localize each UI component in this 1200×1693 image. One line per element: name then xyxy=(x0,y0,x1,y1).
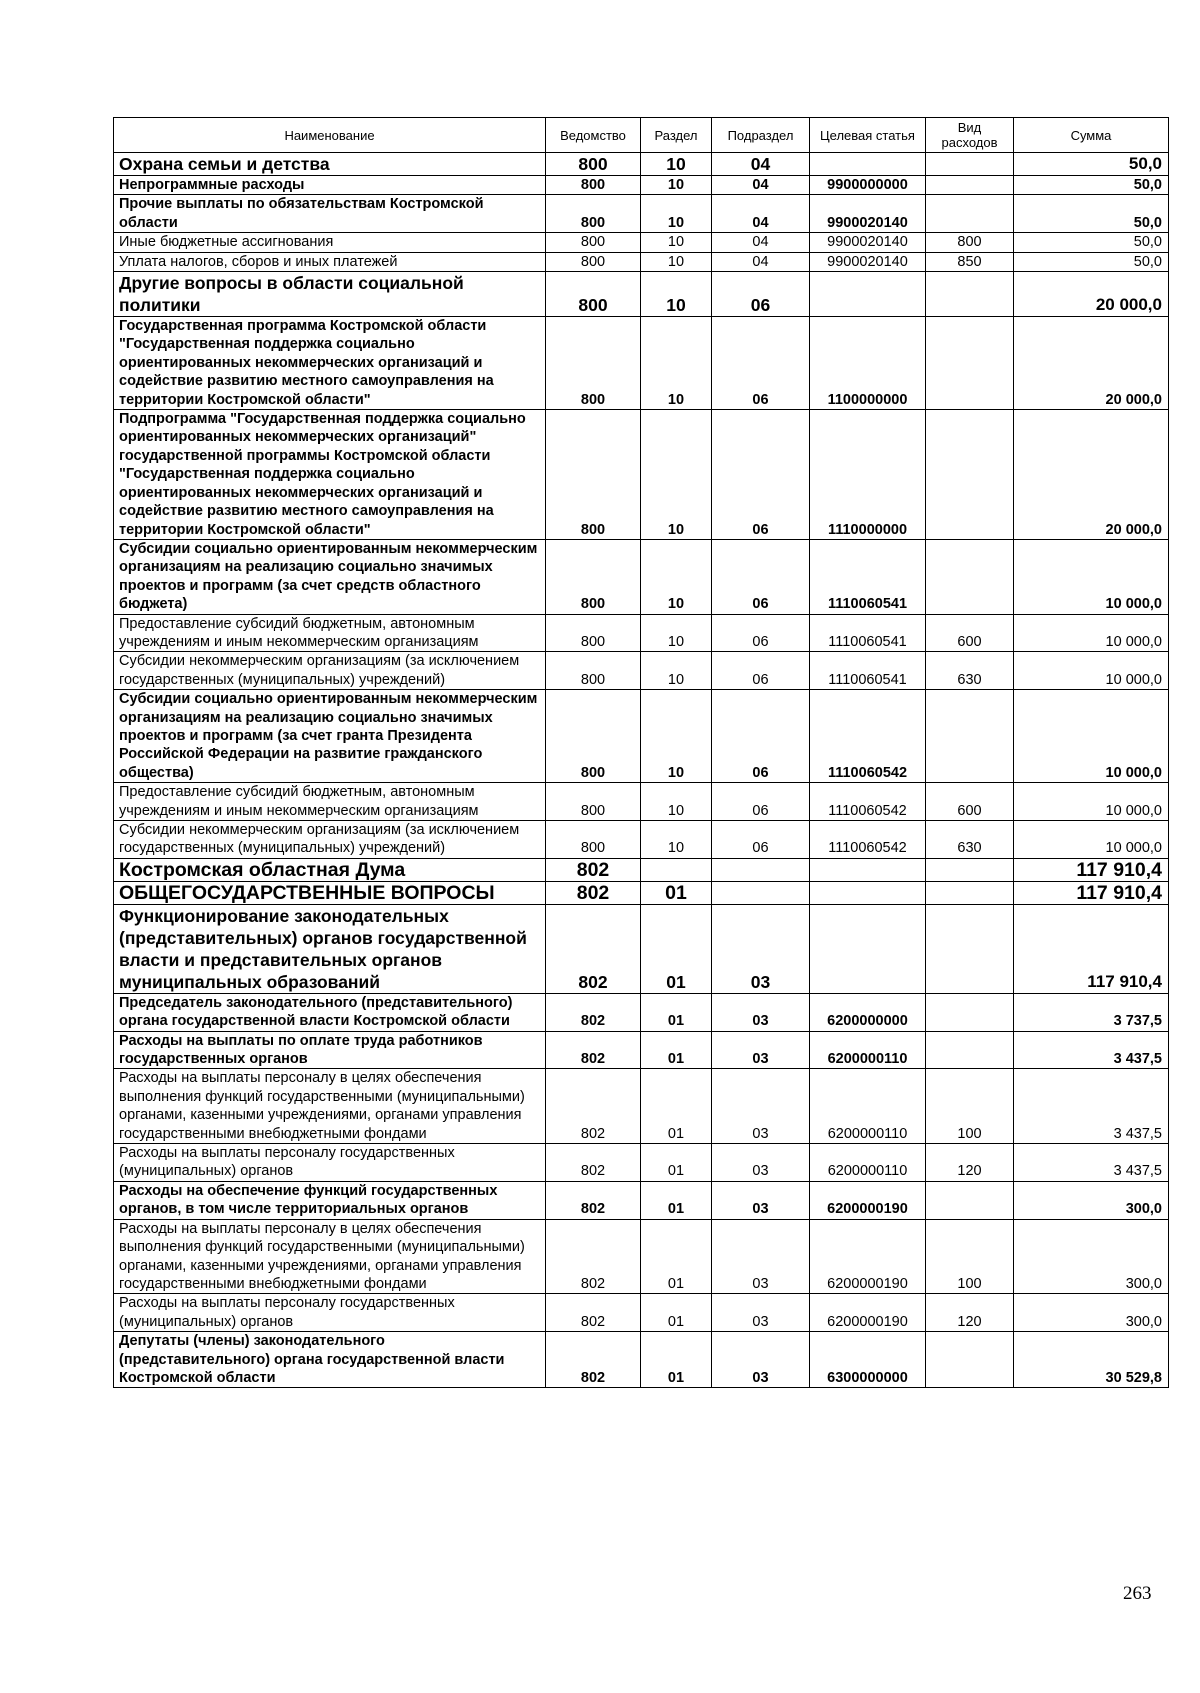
cell-summa: 30 529,8 xyxy=(1014,1332,1169,1388)
cell-name: Депутаты (члены) законодательного (представительного) органа государственной власти Костромской области xyxy=(114,1332,546,1388)
cell-podrazdel: 06 xyxy=(712,410,810,540)
table-row xyxy=(114,153,1169,176)
cell-summa: 50,0 xyxy=(1014,153,1169,176)
cell-celevaya-statya xyxy=(810,272,926,317)
cell-celevaya-statya: 6200000000 xyxy=(810,993,926,1031)
cell-vedomstvo: 800 xyxy=(546,821,641,859)
cell-vedomstvo: 802 xyxy=(546,858,641,881)
header-summa: Сумма xyxy=(1014,118,1169,153)
cell-vid-rashodov: 600 xyxy=(926,614,1014,652)
page-number: 263 xyxy=(1123,1583,1152,1604)
cell-summa: 10 000,0 xyxy=(1014,614,1169,652)
cell-name: Функционирование законодательных (представительных) органов государственной власти и представительных органов муниципальных образований xyxy=(114,904,546,993)
cell-vid-rashodov xyxy=(926,858,1014,881)
cell-summa: 10 000,0 xyxy=(1014,539,1169,614)
cell-name: Прочие выплаты по обязательствам Костромской области xyxy=(114,195,546,233)
cell-vid-rashodov xyxy=(926,272,1014,317)
cell-vid-rashodov: 600 xyxy=(926,783,1014,821)
cell-vid-rashodov: 120 xyxy=(926,1144,1014,1182)
cell-vedomstvo: 802 xyxy=(546,993,641,1031)
cell-vedomstvo: 800 xyxy=(546,652,641,690)
cell-razdel: 01 xyxy=(641,1219,712,1294)
cell-podrazdel: 06 xyxy=(712,614,810,652)
table-row xyxy=(114,1294,1169,1332)
cell-celevaya-statya: 1110060542 xyxy=(810,690,926,783)
table-row xyxy=(114,1181,1169,1219)
cell-summa: 10 000,0 xyxy=(1014,783,1169,821)
cell-vedomstvo: 800 xyxy=(546,410,641,540)
cell-celevaya-statya: 1110060542 xyxy=(810,821,926,859)
table-row xyxy=(114,176,1169,195)
cell-razdel: 01 xyxy=(641,993,712,1031)
cell-podrazdel: 03 xyxy=(712,1069,810,1144)
cell-podrazdel: 03 xyxy=(712,1219,810,1294)
cell-name: Непрограммные расходы xyxy=(114,176,546,195)
table-body xyxy=(114,153,1169,1388)
cell-vid-rashodov xyxy=(926,539,1014,614)
header-name: Наименование xyxy=(114,118,546,153)
cell-podrazdel xyxy=(712,858,810,881)
table-row xyxy=(114,821,1169,859)
cell-celevaya-statya: 9900000000 xyxy=(810,176,926,195)
cell-podrazdel: 06 xyxy=(712,539,810,614)
cell-vedomstvo: 800 xyxy=(546,233,641,252)
cell-summa: 3 737,5 xyxy=(1014,993,1169,1031)
cell-razdel: 10 xyxy=(641,153,712,176)
cell-podrazdel: 06 xyxy=(712,821,810,859)
cell-podrazdel: 04 xyxy=(712,233,810,252)
header-podrazdel: Подраздел xyxy=(712,118,810,153)
header-celevaya-statya: Целевая статья xyxy=(810,118,926,153)
cell-podrazdel: 03 xyxy=(712,904,810,993)
cell-summa: 3 437,5 xyxy=(1014,1031,1169,1069)
cell-vedomstvo: 802 xyxy=(546,1181,641,1219)
cell-vid-rashodov: 800 xyxy=(926,233,1014,252)
cell-podrazdel: 03 xyxy=(712,993,810,1031)
table-row xyxy=(114,783,1169,821)
cell-name: Расходы на выплаты персоналу в целях обеспечения выполнения функций государственными (муниципальными) органами, казенными учреждениями, органами управления государственными внебюджетными фондами xyxy=(114,1069,546,1144)
cell-vid-rashodov xyxy=(926,1332,1014,1388)
cell-razdel: 10 xyxy=(641,690,712,783)
cell-podrazdel xyxy=(712,881,810,904)
cell-podrazdel: 04 xyxy=(712,195,810,233)
cell-podrazdel: 03 xyxy=(712,1031,810,1069)
cell-summa: 117 910,4 xyxy=(1014,904,1169,993)
table-row xyxy=(114,1332,1169,1388)
cell-celevaya-statya: 9900020140 xyxy=(810,252,926,271)
cell-summa: 20 000,0 xyxy=(1014,410,1169,540)
table-row xyxy=(114,272,1169,317)
table-row xyxy=(114,410,1169,540)
cell-podrazdel: 06 xyxy=(712,317,810,410)
cell-celevaya-statya: 6300000000 xyxy=(810,1332,926,1388)
table-row xyxy=(114,233,1169,252)
cell-summa: 117 910,4 xyxy=(1014,858,1169,881)
cell-celevaya-statya: 1110060542 xyxy=(810,783,926,821)
cell-razdel: 10 xyxy=(641,410,712,540)
cell-summa: 20 000,0 xyxy=(1014,317,1169,410)
cell-summa: 10 000,0 xyxy=(1014,652,1169,690)
cell-summa: 117 910,4 xyxy=(1014,881,1169,904)
cell-vedomstvo: 800 xyxy=(546,690,641,783)
cell-vid-rashodov: 630 xyxy=(926,821,1014,859)
cell-celevaya-statya: 1110060541 xyxy=(810,539,926,614)
cell-vid-rashodov xyxy=(926,881,1014,904)
cell-summa: 3 437,5 xyxy=(1014,1069,1169,1144)
cell-vedomstvo: 800 xyxy=(546,195,641,233)
cell-razdel: 10 xyxy=(641,317,712,410)
cell-celevaya-statya: 1110000000 xyxy=(810,410,926,540)
cell-vid-rashodov xyxy=(926,410,1014,540)
cell-podrazdel: 04 xyxy=(712,252,810,271)
header-vedomstvo: Ведомство xyxy=(546,118,641,153)
cell-razdel xyxy=(641,858,712,881)
cell-celevaya-statya: 6200000110 xyxy=(810,1069,926,1144)
table-row xyxy=(114,858,1169,881)
cell-podrazdel: 06 xyxy=(712,272,810,317)
cell-vid-rashodov xyxy=(926,176,1014,195)
cell-summa: 3 437,5 xyxy=(1014,1144,1169,1182)
cell-vedomstvo: 802 xyxy=(546,904,641,993)
table-row xyxy=(114,1069,1169,1144)
cell-razdel: 01 xyxy=(641,1332,712,1388)
cell-name: Субсидии некоммерческим организациям (за исключением государственных (муниципальных) учреждений) xyxy=(114,821,546,859)
cell-name: Расходы на выплаты персоналу государственных (муниципальных) органов xyxy=(114,1294,546,1332)
cell-celevaya-statya xyxy=(810,904,926,993)
cell-name: Предоставление субсидий бюджетным, автономным учреждениям и иным некоммерческим организациям xyxy=(114,614,546,652)
table-row xyxy=(114,993,1169,1031)
cell-name: Охрана семьи и детства xyxy=(114,153,546,176)
cell-vedomstvo: 802 xyxy=(546,1069,641,1144)
cell-summa: 300,0 xyxy=(1014,1181,1169,1219)
cell-celevaya-statya: 1110060541 xyxy=(810,652,926,690)
cell-vedomstvo: 802 xyxy=(546,1219,641,1294)
cell-razdel: 10 xyxy=(641,652,712,690)
cell-podrazdel: 03 xyxy=(712,1181,810,1219)
cell-vedomstvo: 800 xyxy=(546,252,641,271)
cell-vedomstvo: 802 xyxy=(546,1144,641,1182)
table-row xyxy=(114,539,1169,614)
cell-celevaya-statya xyxy=(810,858,926,881)
cell-podrazdel: 06 xyxy=(712,783,810,821)
cell-name: Субсидии некоммерческим организациям (за исключением государственных (муниципальных) учреждений) xyxy=(114,652,546,690)
cell-vedomstvo: 802 xyxy=(546,1294,641,1332)
cell-summa: 20 000,0 xyxy=(1014,272,1169,317)
cell-name: Уплата налогов, сборов и иных платежей xyxy=(114,252,546,271)
cell-podrazdel: 04 xyxy=(712,153,810,176)
cell-razdel: 10 xyxy=(641,176,712,195)
cell-podrazdel: 06 xyxy=(712,690,810,783)
cell-razdel: 01 xyxy=(641,1069,712,1144)
cell-razdel: 01 xyxy=(641,881,712,904)
cell-name: Костромская областная Дума xyxy=(114,858,546,881)
cell-celevaya-statya: 1100000000 xyxy=(810,317,926,410)
cell-vedomstvo: 802 xyxy=(546,881,641,904)
cell-vid-rashodov: 100 xyxy=(926,1069,1014,1144)
cell-vid-rashodov xyxy=(926,195,1014,233)
cell-vid-rashodov: 850 xyxy=(926,252,1014,271)
cell-podrazdel: 03 xyxy=(712,1294,810,1332)
cell-razdel: 01 xyxy=(641,1294,712,1332)
cell-vid-rashodov xyxy=(926,904,1014,993)
cell-name: ОБЩЕГОСУДАРСТВЕННЫЕ ВОПРОСЫ xyxy=(114,881,546,904)
cell-vedomstvo: 802 xyxy=(546,1031,641,1069)
cell-name: Иные бюджетные ассигнования xyxy=(114,233,546,252)
cell-celevaya-statya: 6200000190 xyxy=(810,1294,926,1332)
cell-razdel: 01 xyxy=(641,1031,712,1069)
cell-celevaya-statya: 1110060541 xyxy=(810,614,926,652)
cell-summa: 50,0 xyxy=(1014,233,1169,252)
table-row xyxy=(114,1031,1169,1069)
cell-celevaya-statya: 9900020140 xyxy=(810,233,926,252)
cell-name: Председатель законодательного (представительного) органа государственной власти Костромской области xyxy=(114,993,546,1031)
cell-name: Субсидии социально ориентированным некоммерческим организациям на реализацию социально значимых проектов и программ (за счет гранта Президента Российской Федерации на развитие гражданского общества) xyxy=(114,690,546,783)
table-row xyxy=(114,252,1169,271)
cell-name: Расходы на выплаты персоналу в целях обеспечения выполнения функций государственными (муниципальными) органами, казенными учреждениями, органами управления государственными внебюджетными фондами xyxy=(114,1219,546,1294)
cell-razdel: 01 xyxy=(641,904,712,993)
cell-podrazdel: 04 xyxy=(712,176,810,195)
cell-vid-rashodov: 630 xyxy=(926,652,1014,690)
cell-vid-rashodov xyxy=(926,153,1014,176)
table-row xyxy=(114,1219,1169,1294)
cell-vid-rashodov: 100 xyxy=(926,1219,1014,1294)
cell-razdel: 10 xyxy=(641,195,712,233)
cell-vedomstvo: 800 xyxy=(546,783,641,821)
cell-celevaya-statya: 9900020140 xyxy=(810,195,926,233)
cell-vedomstvo: 800 xyxy=(546,176,641,195)
cell-razdel: 10 xyxy=(641,272,712,317)
cell-vedomstvo: 800 xyxy=(546,614,641,652)
cell-celevaya-statya: 6200000110 xyxy=(810,1144,926,1182)
cell-name: Предоставление субсидий бюджетным, автономным учреждениям и иным некоммерческим организациям xyxy=(114,783,546,821)
cell-celevaya-statya xyxy=(810,153,926,176)
cell-summa: 10 000,0 xyxy=(1014,821,1169,859)
cell-name: Другие вопросы в области социальной политики xyxy=(114,272,546,317)
table-row xyxy=(114,652,1169,690)
cell-name: Субсидии социально ориентированным некоммерческим организациям на реализацию социально значимых проектов и программ (за счет средств областного бюджета) xyxy=(114,539,546,614)
cell-vedomstvo: 800 xyxy=(546,272,641,317)
cell-vedomstvo: 800 xyxy=(546,539,641,614)
cell-vedomstvo: 800 xyxy=(546,153,641,176)
cell-vid-rashodov xyxy=(926,317,1014,410)
header-row xyxy=(114,118,1169,153)
cell-summa: 50,0 xyxy=(1014,176,1169,195)
cell-summa: 300,0 xyxy=(1014,1219,1169,1294)
table-row xyxy=(114,690,1169,783)
header-vid-rashodov: Вид расходов xyxy=(926,118,1014,153)
cell-celevaya-statya xyxy=(810,881,926,904)
cell-summa: 300,0 xyxy=(1014,1294,1169,1332)
table-row xyxy=(114,881,1169,904)
table-row xyxy=(114,317,1169,410)
cell-vedomstvo: 800 xyxy=(546,317,641,410)
cell-razdel: 10 xyxy=(641,539,712,614)
cell-summa: 50,0 xyxy=(1014,195,1169,233)
cell-celevaya-statya: 6200000110 xyxy=(810,1031,926,1069)
cell-razdel: 01 xyxy=(641,1181,712,1219)
cell-celevaya-statya: 6200000190 xyxy=(810,1181,926,1219)
cell-podrazdel: 03 xyxy=(712,1332,810,1388)
cell-razdel: 10 xyxy=(641,783,712,821)
table-row xyxy=(114,1144,1169,1182)
cell-razdel: 10 xyxy=(641,821,712,859)
cell-razdel: 10 xyxy=(641,233,712,252)
cell-podrazdel: 03 xyxy=(712,1144,810,1182)
cell-razdel: 10 xyxy=(641,252,712,271)
cell-name: Государственная программа Костромской области "Государственная поддержка социально ориентированных некоммерческих организаций и содействие развитию местного самоуправления на территории Костромской области" xyxy=(114,317,546,410)
cell-vid-rashodov xyxy=(926,1031,1014,1069)
cell-razdel: 10 xyxy=(641,614,712,652)
cell-summa: 10 000,0 xyxy=(1014,690,1169,783)
table-row xyxy=(114,614,1169,652)
cell-razdel: 01 xyxy=(641,1144,712,1182)
cell-name: Расходы на обеспечение функций государственных органов, в том числе территориальных органов xyxy=(114,1181,546,1219)
cell-vid-rashodov xyxy=(926,1181,1014,1219)
cell-vid-rashodov xyxy=(926,690,1014,783)
budget-table xyxy=(113,117,1169,1388)
cell-vid-rashodov xyxy=(926,993,1014,1031)
cell-podrazdel: 06 xyxy=(712,652,810,690)
cell-vedomstvo: 802 xyxy=(546,1332,641,1388)
cell-summa: 50,0 xyxy=(1014,252,1169,271)
cell-name: Расходы на выплаты по оплате труда работников государственных органов xyxy=(114,1031,546,1069)
cell-celevaya-statya: 6200000190 xyxy=(810,1219,926,1294)
cell-name: Подпрограмма "Государственная поддержка социально ориентированных некоммерческих организаций" государственной программы Костромской области "Государственная поддержка социально ориентированных некоммерческих организаций и содействие развитию местного самоуправления на территории Костромской области" xyxy=(114,410,546,540)
cell-name: Расходы на выплаты персоналу государственных (муниципальных) органов xyxy=(114,1144,546,1182)
table-row xyxy=(114,904,1169,993)
table-row xyxy=(114,195,1169,233)
cell-vid-rashodov: 120 xyxy=(926,1294,1014,1332)
header-razdel: Раздел xyxy=(641,118,712,153)
